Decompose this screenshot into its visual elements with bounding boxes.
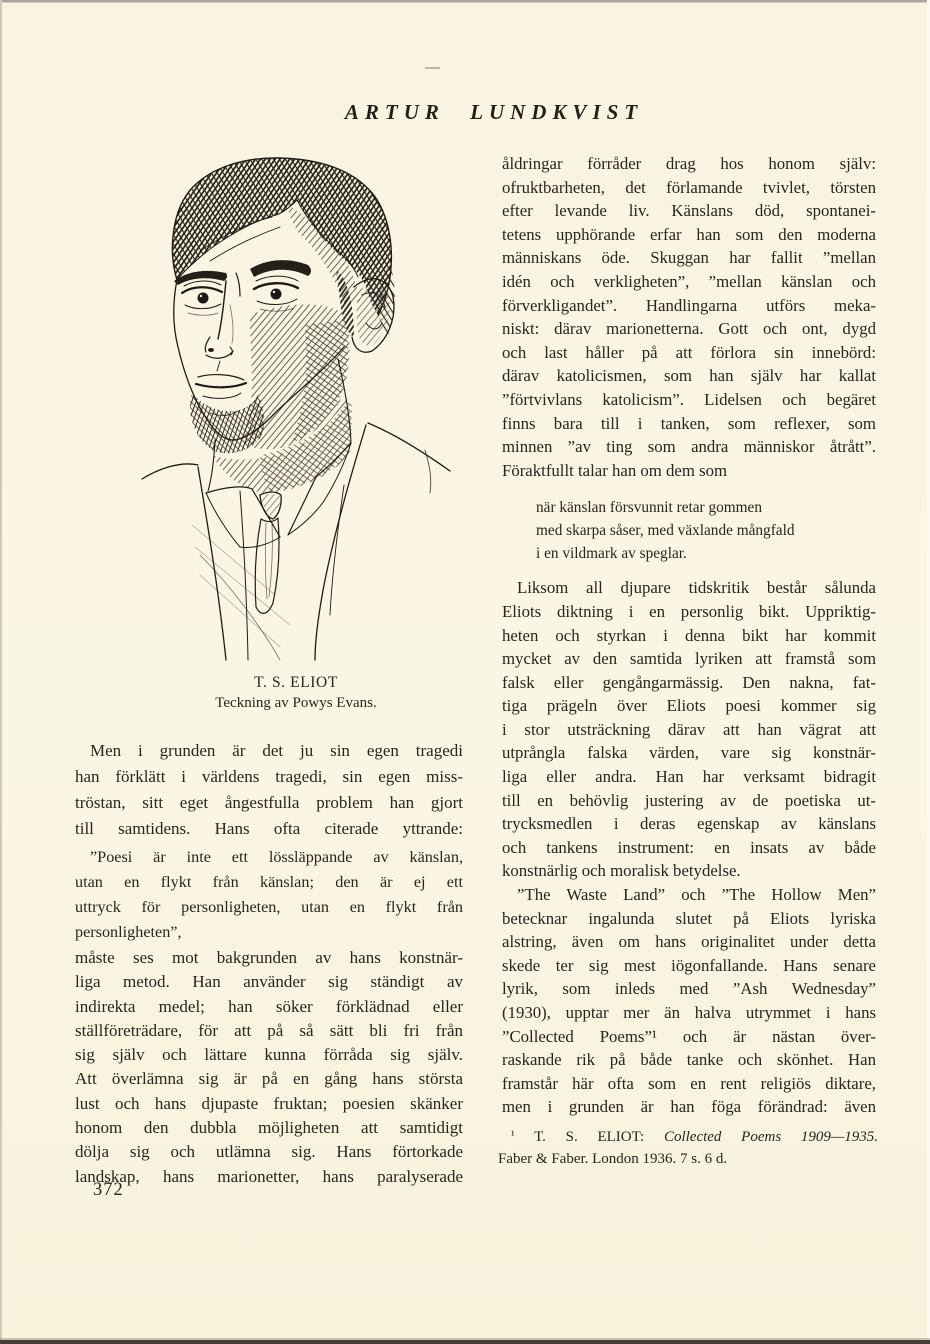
verse-quote: när känslan försvunnit retar gommen med skarpa såser, med växlande mångfald i en vildmark av speglar.: [536, 499, 795, 563]
right-paragraph-1: åldringar förråder drag hos honom själv: ofruktbarheten, det förlamande tvivlet, törsten efter levande liv. Känslans död, spontanei- tetens upphörande erfar han som den moderna människans öde. Skuggan har fallit ”mellan idén och verkligheten”, ”mellan känslan och förverkligandet”. Handlingarna utförs meka- niskt: därav marionetterna. Gott och ont, dygd och last håller på att förlora sin innebörd: därav katolicismen, som han själv har kallat ”förtvivlans katolicism”. Lidelsen och begäret finns bara till i tanken, som reflexer, som minnen ”av ting som andra människor åtrått”. Föraktfullt talar han om dem som: [502, 154, 876, 480]
page-number: 372: [93, 1180, 124, 1200]
portrait-caption-subtitle: Teckning av Powys Evans.: [215, 695, 377, 711]
footnote-title: Collected Poems 1909—1935.: [663, 1129, 879, 1145]
scan-artifact-dash: [425, 67, 440, 69]
footnote-author: T. S. ELIOT:: [514, 1129, 664, 1145]
eliot-portrait-svg: [140, 155, 452, 663]
page-header: ARTUR LUNDKVIST: [344, 100, 644, 124]
left-column: [75, 738, 463, 1189]
left-paragraph-1: Men i grunden är det ju sin egen tragedi han förklätt i världens tragedi, sin egen miss- tröstan, sitt eget ångestfulla problem han gjort till samtidens. Hans ofta citerade yttrande:: [75, 741, 463, 838]
nose: [205, 281, 233, 358]
footnote-line-2: Faber & Faber. London 1936. 7 s. 6 d.: [498, 1151, 728, 1167]
scan-edge-top-light: [0, 2, 930, 3]
scan-edge-left: [0, 0, 2, 1344]
footnote-line-1: [498, 1124, 878, 1148]
portrait-caption-title: T. S. ELIOT: [254, 674, 338, 691]
face-shading: [190, 205, 360, 493]
footnote: [498, 1124, 878, 1170]
right-paragraph-3: ”The Waste Land” och ”The Hollow Men” betecknar ingalunda slutet på Eliots lyriska alstring, även om hans originalitet under detta skede ter sig mest iögonfallande. Hans senare lyrik, som inleds med ”Ash Wednesday” (1930), upptar mer än halva utrymmet i hans ”Collected Poems”¹ och är nästan över- raskande rik på både tanke och skönhet. Han framstår här ofta som en rent religiös diktare, men i grunden är han föga förändrad: även: [502, 885, 876, 1117]
left-blockquote: ”Poesi är inte ett lössläppande av känslan, utan en flykt från känslan; den är ej ett uttryck för personligheten, utan en flykt från personligheten”,: [75, 848, 463, 941]
right-paragraph-2: Liksom all djupare tidskritik består sålunda Eliots diktning i en personlig bikt. Uppriktig- heten och styrkan i denna bikt har kommit mycket av den samtida lyriken att framstå som falsk eller gengångarmässig. Den nakna, fat- tiga prägeln över Eliots poesi kommer sig i stor utsträckning därav att han vägrat att utprångla falska värden, vare sig konstnär- liga eller andra. Han har verksamt bidragit till en behövlig justering av de poetiska ut- trycksmedlen i deras egenskap av känslans och tankens instrument: en insats av både konstnärlig och moralisk betydelse.: [502, 578, 876, 881]
scan-edge-bottom: [0, 1340, 930, 1344]
left-paragraph-2: måste ses mot bakgrunden av hans konstnär- liga metod. Han använder sig ständigt av indirekta medel; han söker förklädnad eller ställföreträdare, för att på så sätt bli fri från sig själv och lättare kunna förråda sig själv. Att överlämna sig är på en gång hans största lust och hans djupaste fruktan; poesien skänker honom den dubbla möjligheten att samtidigt dölja sig och utlämna sig. Hans förtorkade landskap, hans marionetter, hans paralyserade: [75, 948, 463, 1186]
portrait-caption: [130, 672, 462, 714]
right-column: [502, 152, 876, 1119]
portrait-drawing: [140, 155, 452, 663]
footnote-marker: ¹: [511, 1128, 515, 1142]
tie: [255, 492, 281, 613]
